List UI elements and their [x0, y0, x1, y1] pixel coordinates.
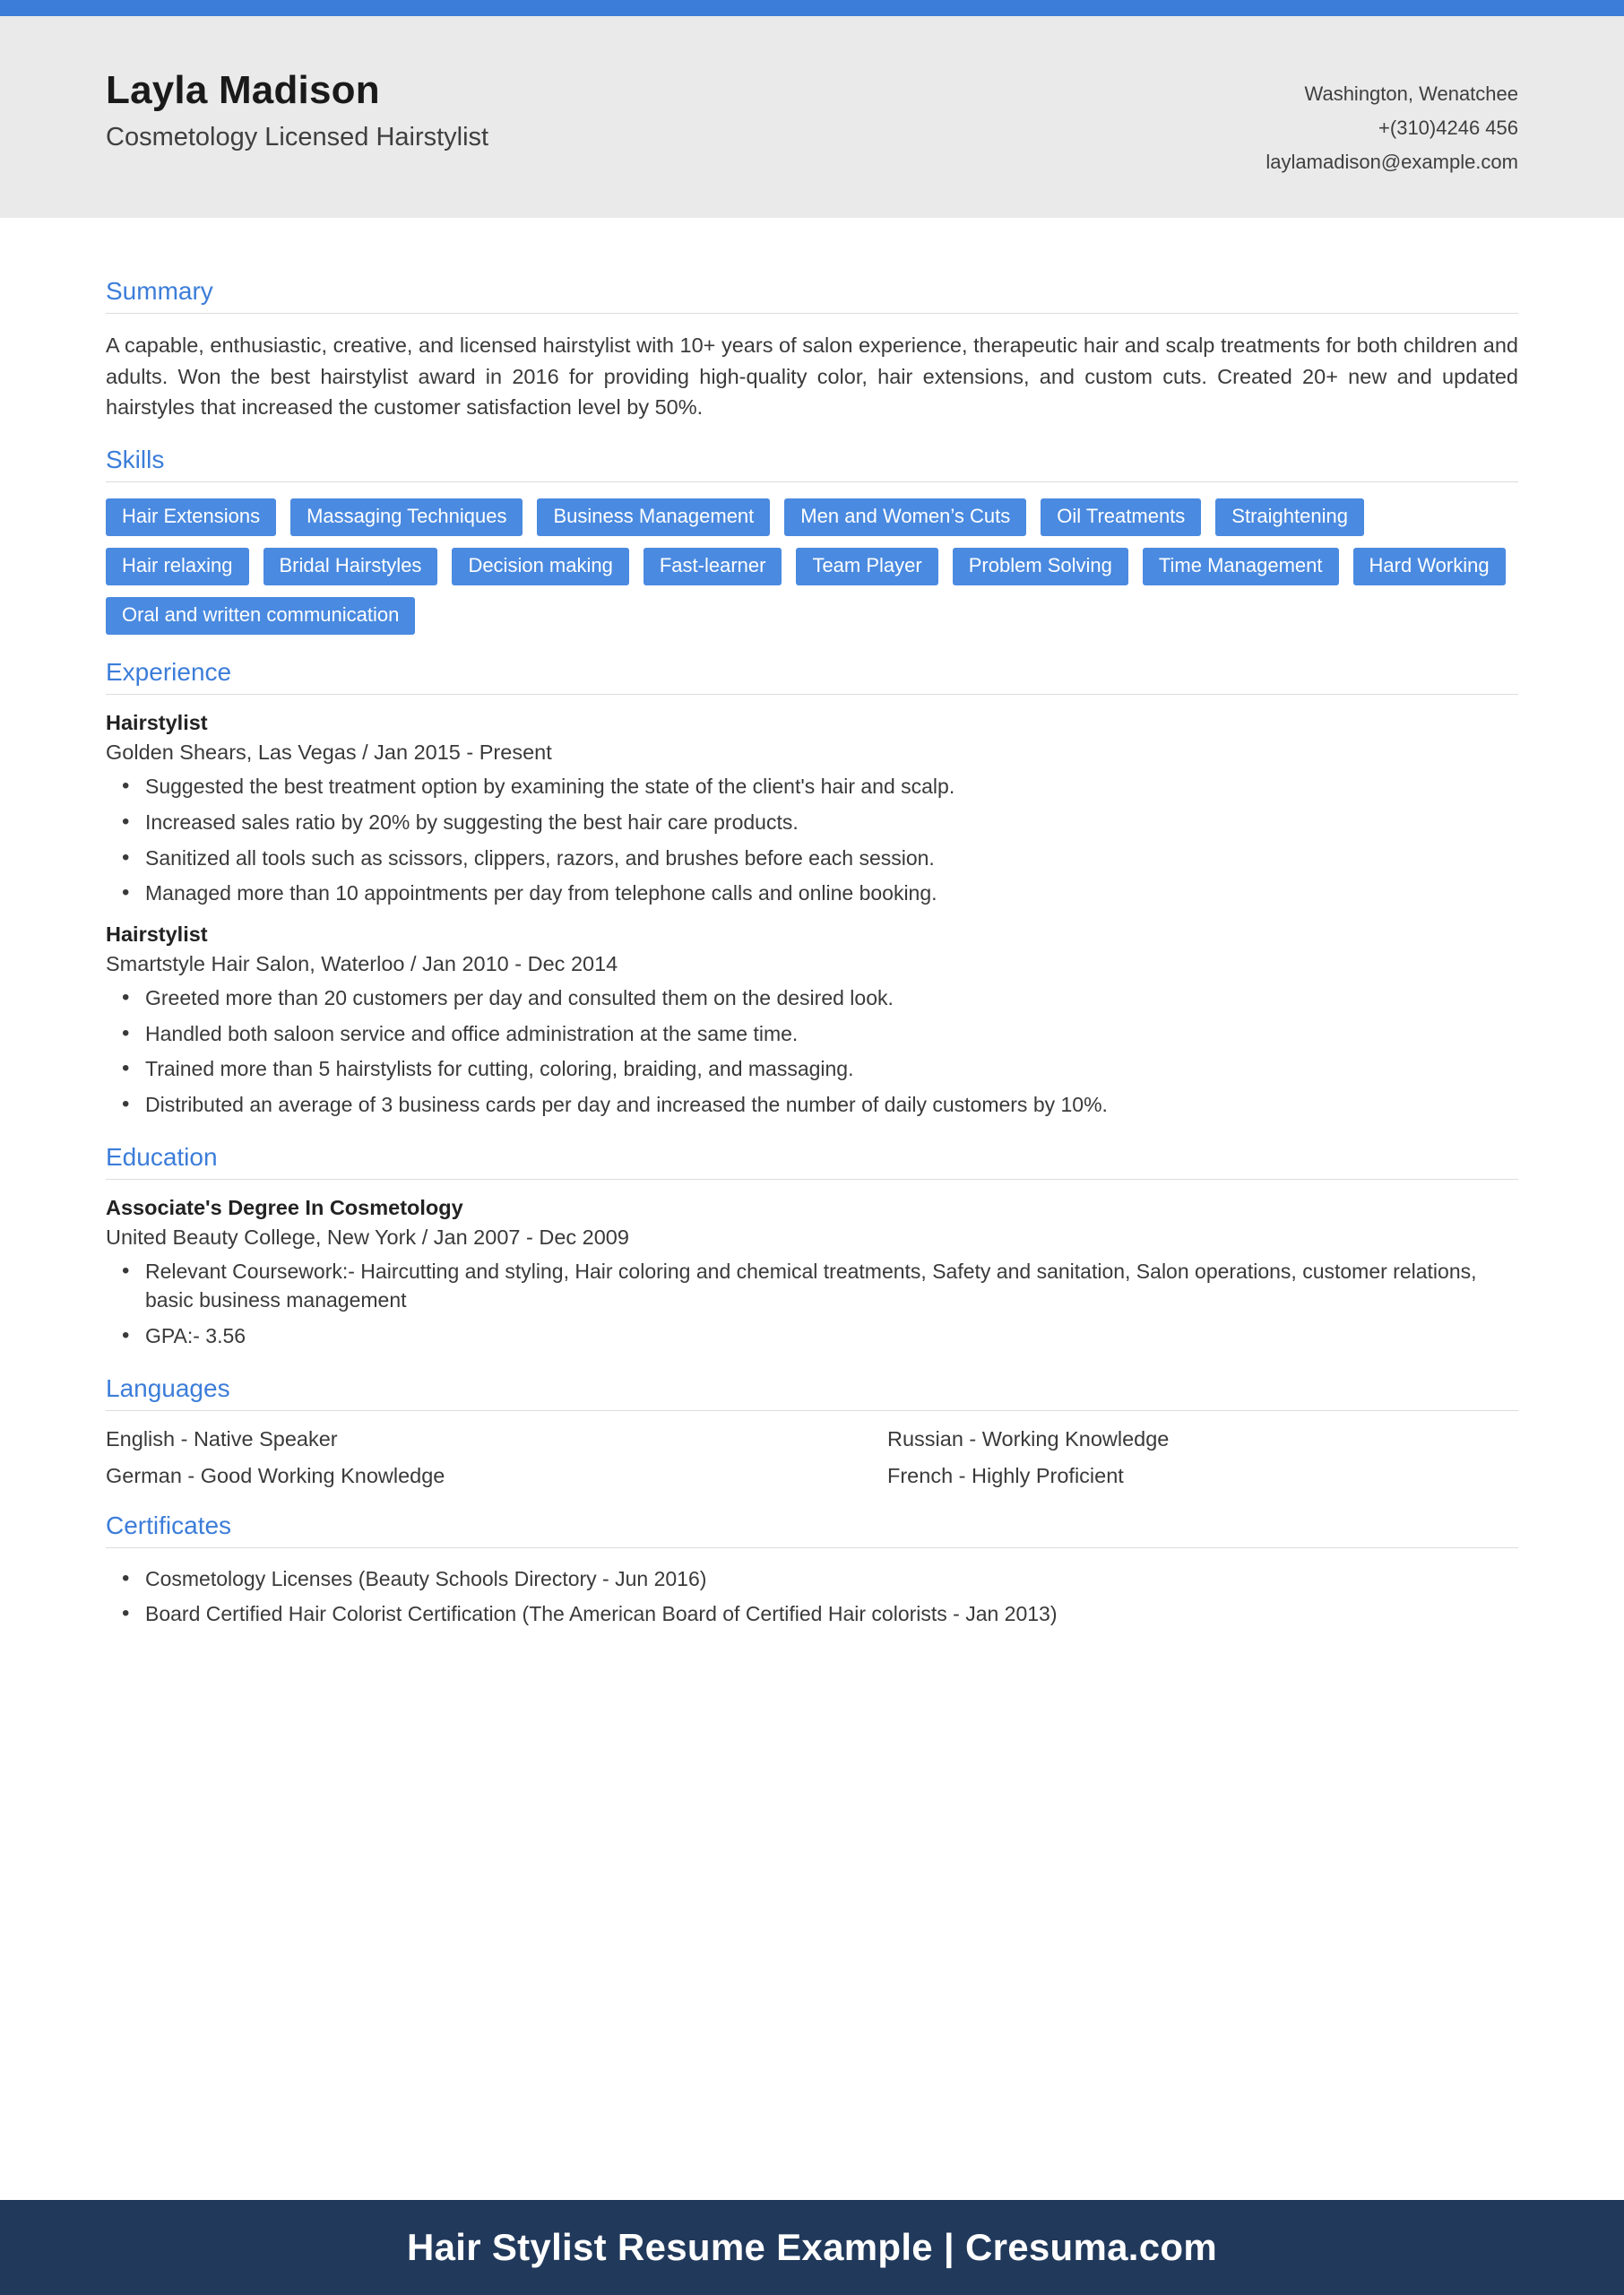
skill-chip: Men and Women’s Cuts: [784, 498, 1026, 536]
summary-text: A capable, enthusiastic, creative, and licensed hairstylist with 10+ years of salon experience, therapeutic hair and scalp treatments for both children and adults. Won the best hairstylist award in 2016 for providing high-quality color, hair extensions, and custom cuts. Created 20+ new and updated hairstyles that increased the customer satisfaction level by 50%.: [106, 333, 1518, 420]
language-item: English - Native Speaker: [106, 1426, 338, 1451]
divider: [106, 313, 1518, 314]
section-heading-experience: Experience: [106, 658, 232, 687]
top-accent-bar: [0, 0, 1624, 16]
language-item: German - Good Working Knowledge: [106, 1463, 445, 1487]
resume-header: [0, 16, 1624, 218]
section-summary: [106, 277, 1518, 422]
candidate-name: Layla Madison: [106, 68, 380, 112]
bullet-item: • Greeted more than 20 customers per day and consulted them on the desired look.: [145, 983, 1518, 1013]
section-heading-education: Education: [106, 1142, 218, 1171]
skill-chip: Hair Extensions: [106, 498, 276, 536]
education-entry: [106, 1196, 1518, 1351]
section-languages: [106, 1374, 1518, 1488]
contact-email: laylamadison@example.com: [1266, 150, 1518, 173]
section-heading-skills: Skills: [106, 446, 165, 474]
footer-banner: [0, 2200, 1624, 2295]
bullet-item: • Handled both saloon service and office administration at the same time.: [145, 1019, 1518, 1049]
divider: [106, 1410, 1518, 1411]
divider: [106, 1547, 1518, 1548]
skill-chip: Decision making: [452, 548, 628, 585]
skill-chip: Straightening: [1215, 498, 1364, 536]
section-heading-summary: Summary: [106, 277, 213, 306]
language-item: Russian - Working Knowledge: [887, 1426, 1170, 1451]
bullet-item: • Managed more than 10 appointments per day from telephone calls and online booking.: [145, 879, 1518, 908]
entry-meta: Golden Shears, Las Vegas / Jan 2015 - Present: [106, 740, 552, 765]
skill-chip: Team Player: [796, 548, 937, 585]
skills-list: [106, 498, 1518, 635]
entry-bullets: [106, 1257, 1518, 1351]
bullet-item: • Relevant Coursework:- Haircutting and styling, Hair coloring and chemical treatments, Safety and sanitation, Salon operations, customer relations, basic business management: [145, 1257, 1518, 1315]
entry-role: Hairstylist: [106, 922, 208, 946]
skill-chip: Fast-learner: [644, 548, 782, 585]
bottom-spacer: [106, 1635, 1518, 1689]
section-skills: [106, 446, 1518, 635]
skill-chip: Oral and written communication: [106, 597, 415, 635]
skill-chip: Hair relaxing: [106, 548, 249, 585]
section-heading-certificates: Certificates: [106, 1511, 232, 1539]
entry-meta: Smartstyle Hair Salon, Waterloo / Jan 2010 - Dec 2014: [106, 952, 618, 975]
skill-chip: Oil Treatments: [1041, 498, 1201, 536]
certificates-list: [106, 1564, 1518, 1629]
contact-phone: +(310)4246 456: [1378, 116, 1518, 139]
candidate-job-title: Cosmetology Licensed Hairstylist: [106, 122, 489, 152]
section-experience: [106, 658, 1518, 1119]
entry-bullets: [106, 983, 1518, 1120]
skill-chip: Hard Working: [1353, 548, 1506, 585]
entry-meta: United Beauty College, New York / Jan 2007 - Dec 2009: [106, 1225, 629, 1249]
section-certificates: [106, 1511, 1518, 1629]
certificate-item: • Cosmetology Licenses (Beauty Schools Directory - Jun 2016): [145, 1564, 1518, 1594]
divider: [106, 694, 1518, 695]
resume-body: [0, 218, 1624, 1688]
contact-block: [1266, 68, 1518, 178]
language-item: French - Highly Proficient: [887, 1463, 1124, 1487]
divider: [106, 481, 1518, 482]
entry-bullets: [106, 772, 1518, 908]
divider: [106, 1179, 1518, 1180]
certificate-item: • Board Certified Hair Colorist Certification (The American Board of Certified Hair colorists - Jan 2013): [145, 1599, 1518, 1629]
bullet-item: • Increased sales ratio by 20% by suggesting the best hair care products.: [145, 808, 1518, 837]
skill-chip: Problem Solving: [953, 548, 1128, 585]
skill-chip: Business Management: [537, 498, 770, 536]
skill-chip: Bridal Hairstyles: [263, 548, 438, 585]
skill-chip: Time Management: [1143, 548, 1339, 585]
entry-role: Hairstylist: [106, 711, 208, 735]
resume-document: [0, 16, 1624, 1689]
contact-location: Washington, Wenatchee: [1304, 82, 1518, 105]
section-education: [106, 1143, 1518, 1351]
entry-role: Associate's Degree In Cosmetology: [106, 1195, 463, 1219]
languages-list: [106, 1427, 1518, 1488]
section-heading-languages: Languages: [106, 1373, 230, 1402]
skill-chip: Massaging Techniques: [290, 498, 523, 536]
experience-entry: [106, 711, 1518, 908]
bullet-item: • Sanitized all tools such as scissors, clippers, razors, and brushes before each session.: [145, 844, 1518, 873]
footer-caption: Hair Stylist Resume Example | Cresuma.com: [406, 2226, 1218, 2268]
bullet-item: • Trained more than 5 hairstylists for cutting, coloring, braiding, and massaging.: [145, 1054, 1518, 1084]
header-identity: [106, 68, 488, 152]
bullet-item: • Suggested the best treatment option by examining the state of the client's hair and scalp.: [145, 772, 1518, 801]
bullet-item: • Distributed an average of 3 business cards per day and increased the number of daily customers by 10%.: [145, 1090, 1518, 1120]
experience-entry: [106, 922, 1518, 1120]
bullet-item: • GPA:- 3.56: [145, 1321, 1518, 1351]
